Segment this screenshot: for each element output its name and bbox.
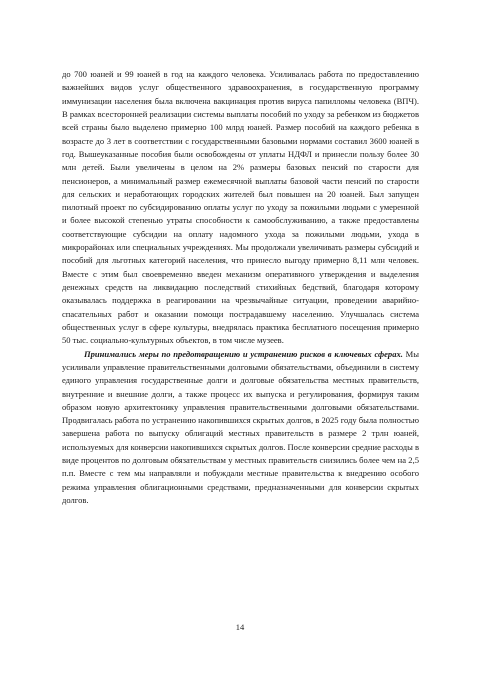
paragraph-social-services: до 700 юаней и 99 юаней в год на каждого человека. Усиливалась работа по предоставлению важнейших видов услуг общественного здравоохранения, в государственную программу иммунизации населения была включена вакцинация против вируса папилломы человека (ВПЧ). В рамках всесторонней реализации системы выплаты пособий по уходу за ребенком из бюджетов всей страны было выделено примерно 100 млрд юаней. Размер пособий на каждого ребенка в возрасте до 3 лет в соответствии с государственными базовыми нормами составил 3600 юаней в год. Вышеуказанные пособия были освобождены от уплаты НДФЛ и принесли пользу более 30 млн детей. Были увеличены в целом на 2% размеры базовых пенсий по старости для пенсионеров, а минимальный размер ежемесячной выплаты базовой части пенсий по старости для сельских и неработающих городских жителей был повышен на 20 юаней. Был запущен пилотный проект по субсидированию оплаты услуг по уходу за пожилыми людьми с умеренной и более высокой степенью утраты способности к самообслуживанию, а также предоставлены соответствующие субсидии на оплату надомного ухода за пожилыми людьми, ухода в микрорайонах или специальных учреждениях. Мы продолжали увеличивать размеры субсидий и пособий для льготных категорий населения, что принесло выгоду примерно 8,11 млн человек. Вместе с этим был своевременно введен механизм оперативного утверждения и выделения денежных средств на ликвидацию последствий стихийных бедствий, благодаря которому оказывалась поддержка в реагировании на чрезвычайные ситуации, проведении аварийно-спасательных работ и оказании помощи пострадавшему населению. Улучшалась система общественных услуг в сфере культуры, внедрялась практика бесплатного посещения примерно 50 тыс. социально-культурных объектов, в том числе музеев. (62, 69, 419, 346)
paragraph-risk-prevention (62, 348, 419, 508)
paragraph-body: Мы усиливали управление правительственными долговыми обязательствами, объединили в систему единого управления государственные долги и долговые обязательства местных правительств, внутренние и внешние долги, а также процесс их выпуска и регулирования, формируя таким образом новую архитектонику управления правительственными долговыми обязательствами. Продвигалась работа по устранению накопившихся скрытых долгов, в 2025 году была полностью завершена работа по выпуску облигаций местных правительств в размере 2 трлн юаней, используемых для конверсии накопившихся скрытых долгов. После конверсии средние расходы в виде процентов по долговым обязательствам у местных правительств снизились более чем на 2,5 п.п. Вместе с тем мы направляли и побуждали местные правительства к внедрению особого режима управления облигационными средствами, предназначенными для конверсии скрытых долгов. (62, 348, 420, 505)
page-number: 14 (235, 622, 245, 632)
body-text (62, 68, 419, 507)
paragraph-lead-heading: Принимались меры по предотвращению и устранению рисков в ключевых сферах. (84, 348, 403, 359)
